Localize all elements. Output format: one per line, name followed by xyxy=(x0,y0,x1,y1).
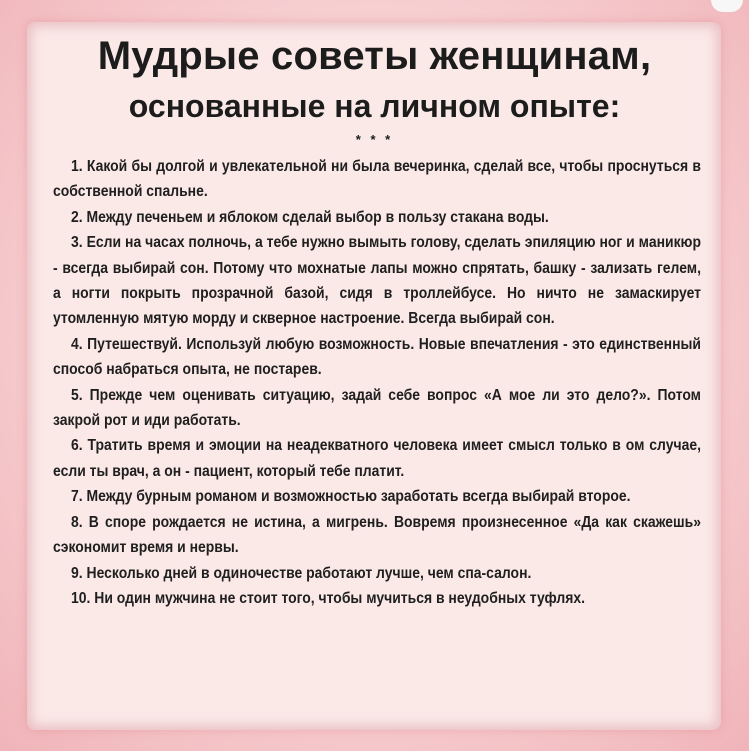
advice-item-6: 6. Тратить время и эмоции на неадекватного человека имеет смысл только в ом случае, если ты врач, а он - пациент, который тебе платит. xyxy=(53,437,701,480)
advice-item-2: 2. Между печеньем и яблоком сделай выбор в пользу стакана воды. xyxy=(71,208,549,226)
advice-item-8: 8. В споре рождается не истина, а мигрень. Вовремя произнесенное «Да как скажешь» сэкономит время и нервы. xyxy=(53,513,701,557)
corner-tab xyxy=(711,0,743,12)
page-subtitle: основанные на личном опыте: xyxy=(128,88,621,124)
advice-list xyxy=(53,154,701,611)
advice-item-5: 5. Прежде чем оценивать ситуацию, задай себе вопрос «А мое ли это дело?». Потом закрой рот и иди работать. xyxy=(53,386,701,430)
advice-item-1: 1. Какой бы долгой и увлекательной ни была вечеринка, сделай все, чтобы проснуться в собственной спальне. xyxy=(53,158,701,201)
advice-item-4: 4. Путешествуй. Используй любую возможность. Новые впечатления - это единственный способ набраться опыта, не постарев. xyxy=(53,335,701,379)
advice-item-7: 7. Между бурным романом и возможностью заработать всегда выбирай второе. xyxy=(71,488,631,506)
advice-item-3: 3. Если на часах полночь, а тебе нужно вымыть голову, сделать эпиляцию ног и маникюр - всегда выбирай сон. Потому что мохнатые лапы можно спрятать, башку - зализать гелем, а ногти покрыть прозрачной базой, сидя в троллейбусе. Но ничто не замаскирует утомленную мятую морду и скверное настроение. Всегда выбирай сон. xyxy=(53,234,701,328)
advice-item-10: 10. Ни один мужчина не стоит того, чтобы мучиться в неудобных туфлях. xyxy=(71,589,586,607)
page-title: Мудрые советы женщинам, xyxy=(97,34,652,78)
advice-item-9: 9. Несколько дней в одиночестве работают лучше, чем спа-салон. xyxy=(71,564,532,582)
separator-stars: * * * xyxy=(355,132,394,147)
